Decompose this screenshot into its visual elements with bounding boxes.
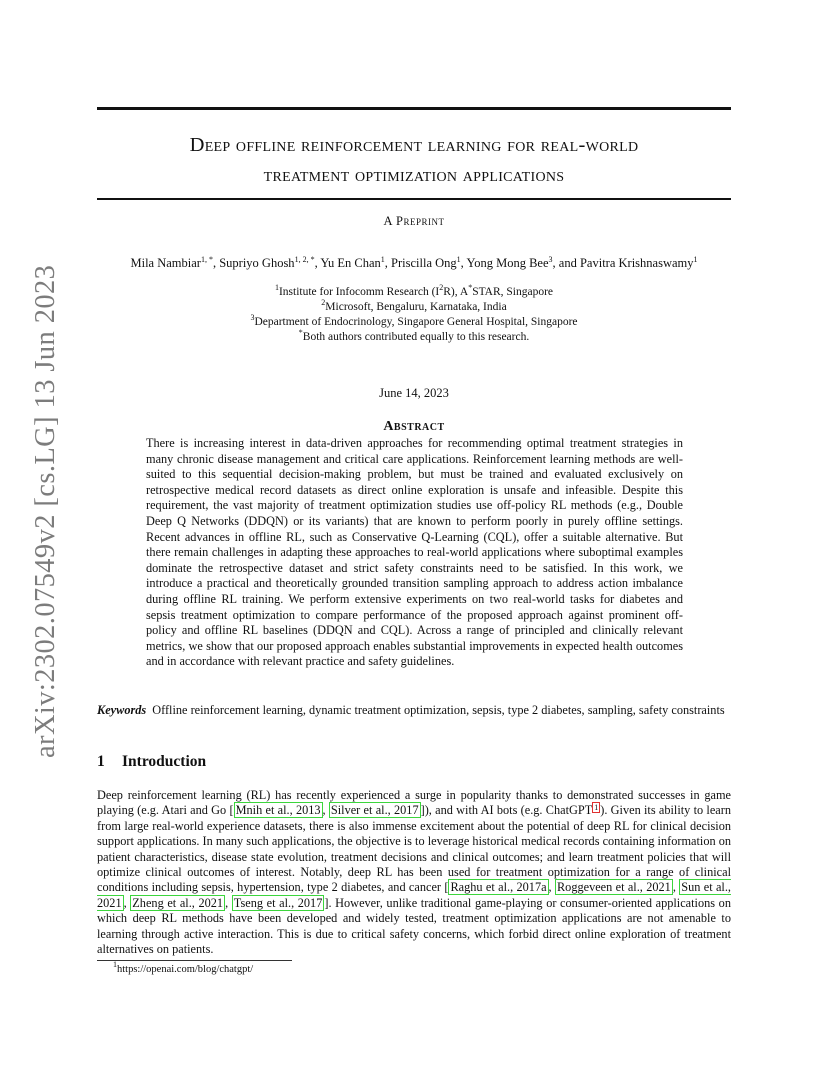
body-text: ]. However, unlike traditional game-playing or consumer-oriented applications on which deep RL methods have been developed and widely tested, treatment optimization applications are not amenable to learning through active interaction. This is due to critical safety concerns, which forbid direct online exploration of treatment alternatives on patients.: [97, 895, 731, 957]
paper-date: June 14, 2023: [379, 386, 449, 400]
title-line-1: Deep offline reinforcement learning for real-world: [189, 134, 639, 156]
citation-link[interactable]: Tseng et al., 2017: [233, 895, 323, 910]
body-text: ). Given its ability to learn from large real-world experience datasets, there is also immense excitement about the potential of deep RL for clinical decision support applications. In many such applications, the objective is to leverage historical medical records containing information on patient characteristics, disease state evolution, treatment decisions and clinical outcomes; and learn treatment policies that will optimize clinical outcomes of interest. Notably, deep RL has been used for treatment optimization for a range of clinical conditions including sepsis, hypertension, type 2 diabetes, and cancer [: [97, 803, 731, 895]
author: Supriyo Ghosh: [219, 256, 295, 270]
affiliation-text: R), A: [443, 286, 469, 298]
author-separator: , and: [552, 256, 580, 270]
author: Priscilla Ong: [391, 256, 457, 270]
author: Pavitra Krishnaswamy: [579, 256, 694, 270]
author-affiliation-mark: 3: [548, 255, 553, 264]
equal-contribution-note: [0, 330, 828, 346]
title-line-2: treatment optimization applications: [263, 164, 565, 186]
affiliation-1: [0, 285, 828, 301]
title-top-rule: [97, 107, 731, 110]
author-separator: ,: [460, 256, 467, 270]
affiliation-text: Department of Endocrinology, Singapore General Hospital, Singapore: [254, 316, 578, 328]
affiliation-text: Both authors contributed equally to this research.: [302, 331, 530, 343]
keywords-label: Keywords: [97, 703, 147, 717]
body-text: Deep reinforcement learning (RL) has recently experienced a surge in popularity thanks to demonstrated successes in game playing (e.g. Atari and Go [: [97, 788, 731, 818]
citation-link[interactable]: Mnih et al., 2013: [235, 803, 321, 818]
author-list: [0, 256, 828, 271]
author-affiliation-mark: 1: [456, 255, 461, 264]
affiliation-mark: 1: [274, 283, 279, 292]
author: Mila Nambiar: [130, 256, 201, 270]
body-text: ,: [672, 880, 680, 895]
citation-link[interactable]: Zheng et al., 2021: [132, 895, 224, 910]
author-separator: ,: [212, 256, 220, 270]
keywords-text: Offline reinforcement learning, dynamic treatment optimization, sepsis, type 2 diabetes, sampling, safety constraints: [152, 703, 725, 717]
affiliation-2: [0, 300, 828, 316]
affiliation-mark: 2: [321, 298, 326, 307]
author-separator: ,: [314, 256, 321, 270]
paper-title: [97, 130, 731, 190]
footnote-url[interactable]: https://openai.com/blog/chatgpt/: [117, 964, 254, 975]
affiliation-3: [0, 315, 828, 331]
author: Yong Mong Bee: [466, 256, 549, 270]
author-affiliation-mark: 1: [380, 255, 385, 264]
affiliation-mark: *: [468, 283, 473, 292]
author-affiliation-mark: 1, 2, *: [294, 255, 315, 264]
citation-link[interactable]: Raghu et al., 2017a: [450, 880, 547, 895]
footnote-rule: [97, 960, 292, 961]
author-affiliation-mark: 1: [693, 255, 698, 264]
affiliation-mark: 2: [439, 283, 444, 292]
affiliation-mark: 3: [250, 313, 255, 322]
arxiv-identifier-stamp: arXiv:2302.07549v2 [cs.LG] 13 Jun 2023: [30, 264, 61, 758]
keywords-block: [97, 703, 731, 719]
author-affiliation-mark: 1, *: [200, 255, 213, 264]
footnote-link[interactable]: 1: [594, 803, 599, 813]
section-heading-introduction: [97, 753, 206, 771]
citation-link[interactable]: Silver et al., 2017: [330, 803, 419, 818]
section-number: 1: [97, 753, 105, 770]
affiliation-text: Microsoft, Bengaluru, Karnataka, India: [325, 301, 507, 313]
abstract-body: There is increasing interest in data-driven approaches for recommending optimal treatment strategies in many chronic disease management and critical care applications. Reinforcement learning methods are well-suited to this sequential decision-making problem, but must be trained and evaluated exclusively on retrospective medical record datasets as direct online exploration is unsafe and infeasible. Despite this requirement, the vast majority of treatment optimization studies use off-policy RL methods (e.g., Double Deep Q Networks (DDQN) or its variants) that are known to perform poorly in purely offline settings. Recent advances in offline RL, such as Conservative Q-Learning (CQL), offer a suitable alternative. But there remain challenges in adapting these approaches to real-world applications where suboptimal examples dominate the retrospective dataset and strict safety constraints need to be satisfied. In this work, we introduce a practical and theoretically grounded transition sampling approach to address action imbalance during offline RL training. We perform extensive experiments on two real-world tasks for diabetes and sepsis treatment optimization to compare performance of the proposed approach against prominent off-policy and offline RL baselines (DDQN and CQL). Across a range of principled and clinically relevant metrics, we show that our proposed approach enables substantial improvements in expected health outcomes and in accordance with relevant practice and safety guidelines.: [146, 436, 683, 669]
citation-link[interactable]: Sun et al., 2021: [97, 880, 731, 910]
body-text: ,: [123, 895, 131, 910]
title-bottom-rule: [97, 198, 731, 200]
footnote: [113, 960, 254, 975]
introduction-paragraph: [97, 788, 731, 957]
affiliation-text: STAR, Singapore: [472, 286, 554, 298]
affiliation-text: Institute for Infocomm Research (I: [278, 286, 440, 298]
body-text: ,: [548, 880, 555, 895]
citation-link[interactable]: Roggeveen et al., 2021: [556, 880, 671, 895]
affiliation-mark: *: [298, 328, 303, 337]
section-title: Introduction: [122, 753, 207, 770]
body-text: ,: [225, 895, 232, 910]
author: Yu En Chan: [320, 256, 381, 270]
abstract-heading: Abstract: [383, 419, 445, 434]
preprint-label: A Preprint: [383, 214, 445, 228]
author-separator: ,: [384, 256, 392, 270]
footnote-number: 1: [113, 960, 117, 969]
body-text: ,: [322, 803, 329, 818]
body-text: ]), and with AI bots (e.g. ChatGPT: [420, 803, 593, 818]
